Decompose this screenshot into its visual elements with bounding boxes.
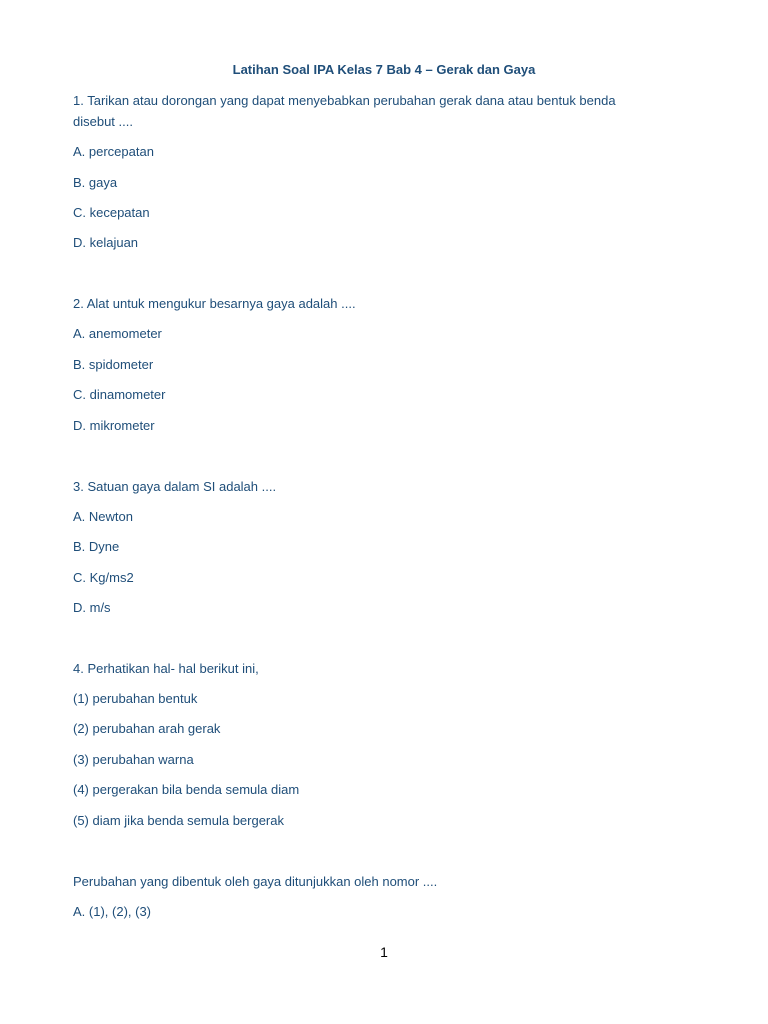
question-4-item-1: (1) perubahan bentuk xyxy=(73,691,198,706)
question-1-option-b: B. gaya xyxy=(73,175,118,190)
page-number: 1 xyxy=(380,944,388,960)
question-4-prompt: Perubahan yang dibentuk oleh gaya ditunjukkan oleh nomor .... xyxy=(73,874,438,889)
question-4-text: 4. Perhatikan hal- hal berikut ini, xyxy=(73,661,259,676)
question-3-option-a: A. Newton xyxy=(73,509,133,524)
question-3-option-d: D. m/s xyxy=(73,600,111,615)
question-4-item-5: (5) diam jika benda semula bergerak xyxy=(73,813,284,828)
question-4-item-2: (2) perubahan arah gerak xyxy=(73,721,221,736)
question-3-option-c: C. Kg/ms2 xyxy=(73,570,134,585)
question-4-item-4: (4) pergerakan bila benda semula diam xyxy=(73,782,300,797)
question-2-option-d: D. mikrometer xyxy=(73,418,155,433)
question-4-option-a: A. (1), (2), (3) xyxy=(73,904,152,919)
question-2-option-c: C. dinamometer xyxy=(73,387,166,402)
question-4-item-3: (3) perubahan warna xyxy=(73,752,194,767)
document-title: Latihan Soal IPA Kelas 7 Bab 4 – Gerak dan Gaya xyxy=(232,62,536,77)
question-1-text: 1. Tarikan atau dorongan yang dapat menyebabkan perubahan gerak dana atau bentuk benda xyxy=(73,93,616,108)
question-2-option-a: A. anemometer xyxy=(73,326,162,341)
question-3-option-b: B. Dyne xyxy=(73,539,120,554)
question-3-text: 3. Satuan gaya dalam SI adalah .... xyxy=(73,479,277,494)
question-1-option-a: A. percepatan xyxy=(73,144,154,159)
question-1-option-d: D. kelajuan xyxy=(73,235,139,250)
question-1-option-c: C. kecepatan xyxy=(73,205,150,220)
question-2-option-b: B. spidometer xyxy=(73,357,154,372)
question-1-text-cont: disebut .... xyxy=(73,114,133,129)
question-2-text: 2. Alat untuk mengukur besarnya gaya adalah .... xyxy=(73,296,356,311)
